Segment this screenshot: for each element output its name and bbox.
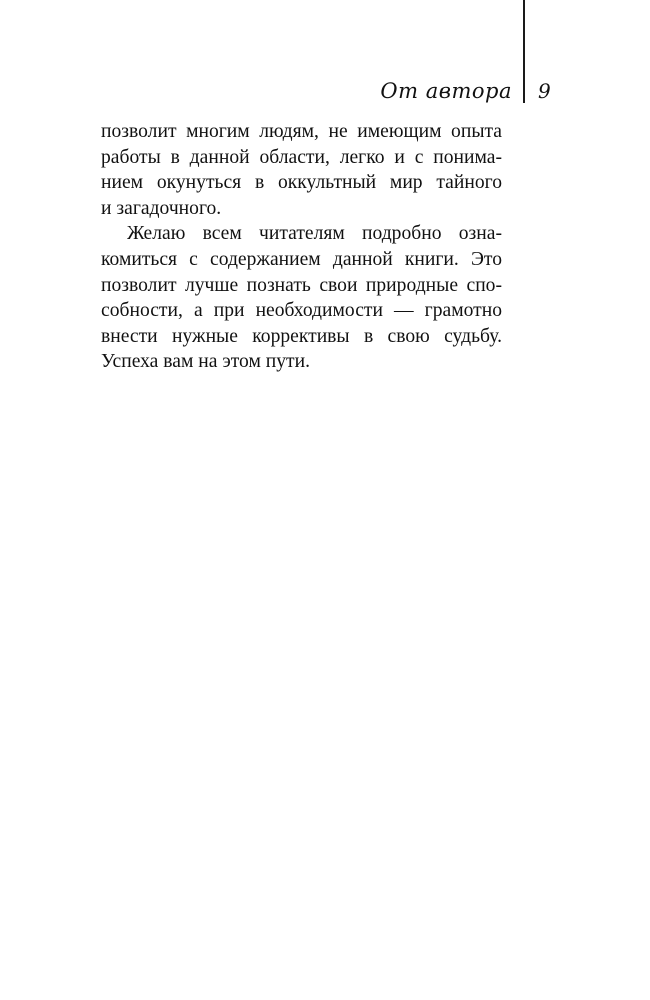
text-line: и загадочного. <box>101 197 222 219</box>
text-line: комиться с содержанием данной книги. Это <box>101 248 502 270</box>
running-head-title: От автора <box>380 79 512 103</box>
header-vertical-rule <box>523 0 525 103</box>
text-line: собности, а при необходимости — грамотно <box>101 300 502 322</box>
text-line: нием окунуться в оккультный мир тайного <box>101 172 502 194</box>
paragraph-2 <box>101 221 502 375</box>
text-line: позволит лучше познать свои природные спо- <box>101 274 502 296</box>
text-line: внести нужные коррективы в свою судьбу. <box>101 325 502 347</box>
paragraph-1 <box>101 119 502 221</box>
body-text <box>101 119 502 375</box>
text-line: Желаю всем читателям подробно озна- <box>127 223 502 245</box>
text-line: Успеха вам на этом пути. <box>101 351 311 373</box>
page-number: 9 <box>538 79 551 103</box>
text-line: позволит многим людям, не имеющим опыта <box>101 121 502 142</box>
text-line: работы в данной области, легко и с понима- <box>101 146 502 168</box>
